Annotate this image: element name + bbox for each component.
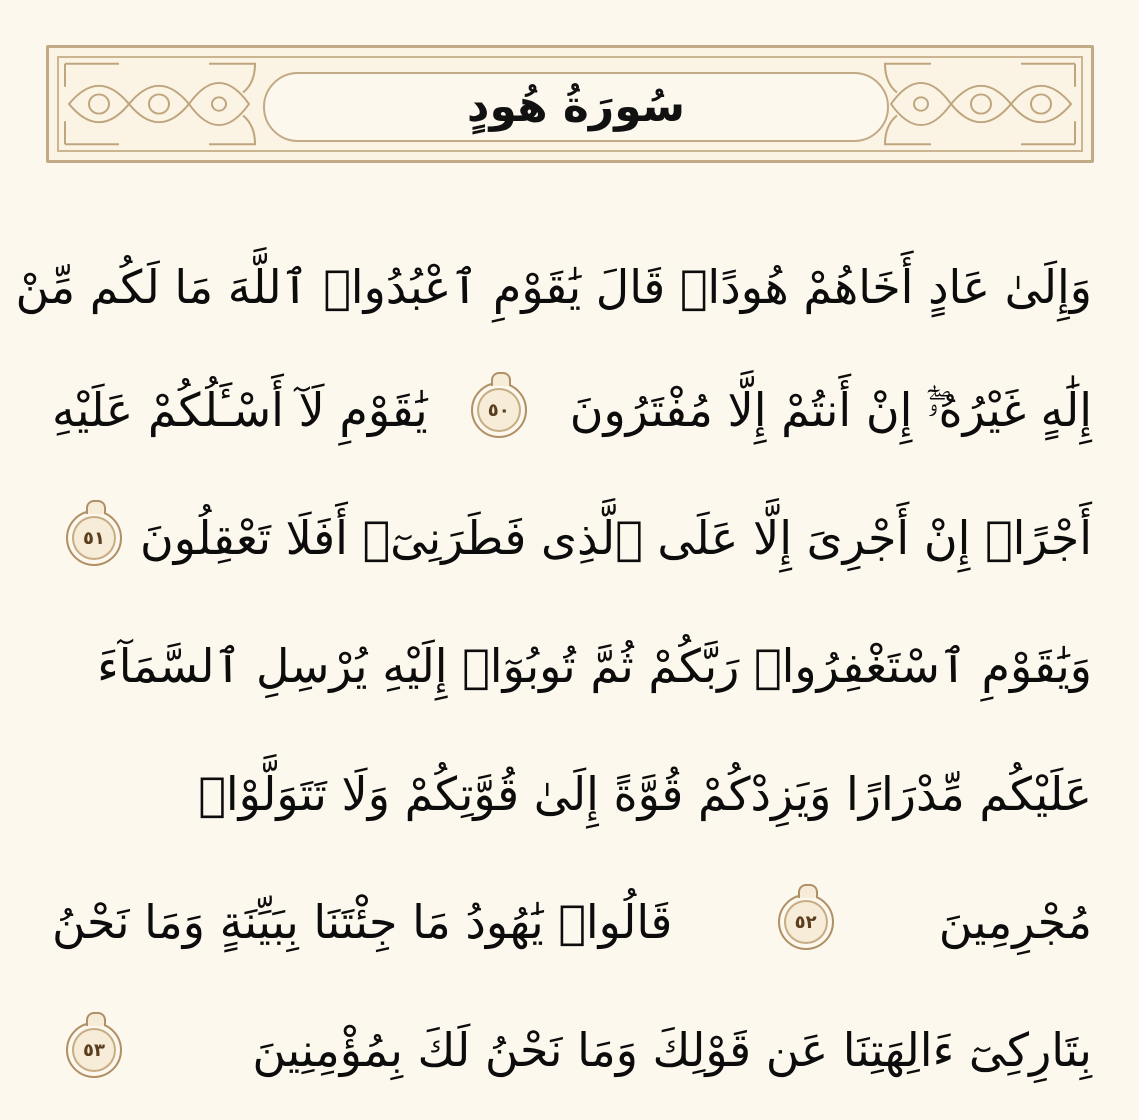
verse-line	[52, 602, 1092, 730]
surah-title: سُورَةُ هُودٍ	[466, 81, 686, 132]
verse-line	[52, 474, 1092, 602]
verse-text: إِلَٰهٍ غَيْرُهُۥٓۖ إِنْ أَنتُمْ إِلَّا مُفْتَرُونَ	[569, 383, 1092, 437]
verse-text: قَالُوا۟ يَٰهُودُ مَا جِئْتَنَا بِبَيِّنَةٍ وَمَا نَحْنُ	[52, 895, 673, 949]
verses-block	[15, 228, 1092, 1114]
ayah-number-marker: ٥٠	[471, 382, 527, 438]
verse-line	[52, 730, 1092, 858]
verse-text: يَٰقَوْمِ لَآ أَسْـَٔلُكُمْ عَلَيْهِ	[52, 383, 428, 437]
verse-line	[52, 986, 1092, 1114]
header-frame	[57, 56, 1083, 152]
surah-title-capsule	[263, 72, 889, 142]
ayah-number-marker: ٥٢	[778, 894, 834, 950]
surah-header	[46, 45, 1094, 163]
verse-text: مُجْرِمِينَ	[938, 895, 1092, 949]
verse-text: بِتَارِكِىٓ ءَالِهَتِنَا عَن قَوْلِكَ وَمَا نَحْنُ لَكَ بِمُؤْمِنِينَ	[252, 1023, 1092, 1077]
verse-text: أَجْرًاۖ إِنْ أَجْرِىَ إِلَّا عَلَى ٱلَّذِى فَطَرَنِىٓۚ أَفَلَا تَعْقِلُونَ	[139, 511, 1092, 565]
verse-line	[52, 858, 1092, 986]
verse-text: وَإِلَىٰ عَادٍ أَخَاهُمْ هُودًاۚ قَالَ يَٰقَوْمِ ٱعْبُدُوا۟ ٱللَّهَ مَا لَكُم مِّنْ	[15, 260, 1092, 314]
verse-line	[15, 228, 1092, 346]
verse-text: عَلَيْكُم مِّدْرَارًا وَيَزِدْكُمْ قُوَّةً إِلَىٰ قُوَّتِكُمْ وَلَا تَتَوَلَّوْا۟	[198, 767, 1092, 821]
verse-line	[52, 346, 1092, 474]
verse-text: وَيَٰقَوْمِ ٱسْتَغْفِرُوا۟ رَبَّكُمْ ثُمَّ تُوبُوٓا۟ إِلَيْهِ يُرْسِلِ ٱلسَّمَآءَ	[97, 639, 1092, 693]
ayah-number-marker: ٥٣	[66, 1022, 122, 1078]
ayah-number-marker: ٥١	[66, 510, 122, 566]
